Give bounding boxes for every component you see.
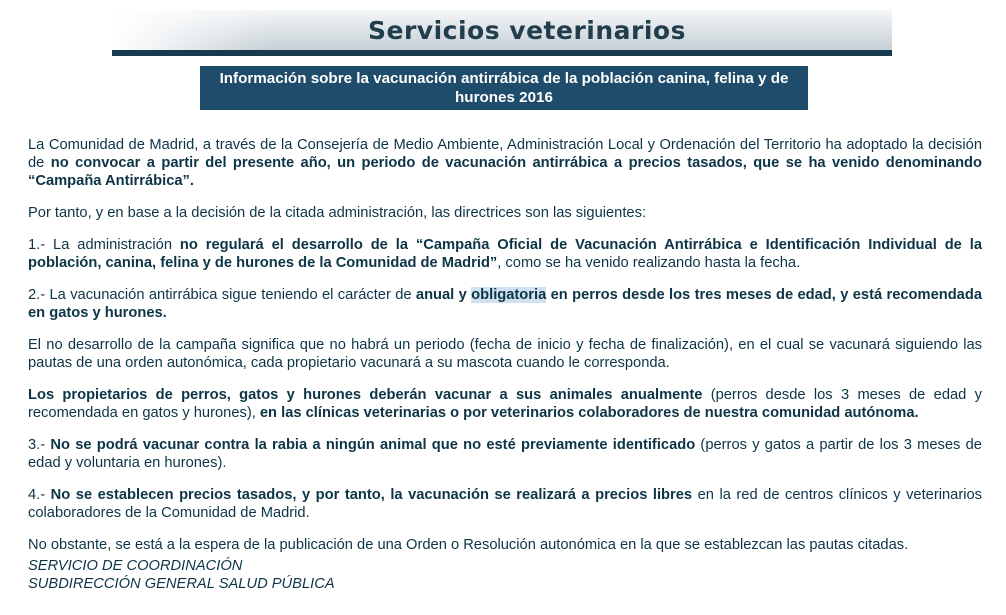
text-run: La Comunidad de Madrid, a través de la Consejería de Medio Ambiente, Administración Local y Ordenación del Territorio ha adoptado la decisión de bbox=[28, 137, 982, 171]
page-title: Información sobre la vacunación antirrábica de la población canina, felina y de hurones 2016 bbox=[200, 66, 808, 110]
paragraph-closing: No obstante, se está a la espera de la publicación de una Orden o Resolución autonómica en la que se establezcan las pautas citadas. bbox=[28, 537, 909, 553]
text-run: , como se ha venido realizando hasta la fecha. bbox=[497, 255, 801, 271]
banner-fade bbox=[112, 10, 272, 50]
bold-text: No se establecen precios tasados, y por tanto, la vacunación se realizará a precios libres bbox=[50, 487, 693, 503]
text-run: (perros y gatos a partir de los 3 meses de edad y voluntaria en hurones). bbox=[28, 437, 982, 471]
text-run: (perros desde los 3 meses de edad y recomendada en gatos y hurones), bbox=[28, 387, 982, 421]
bold-text: anual y bbox=[415, 287, 472, 303]
paragraph-owners bbox=[28, 386, 982, 422]
bold-text: Los propietarios de perros, gatos y hurones deberán vacunar a sus animales anualmente bbox=[28, 387, 703, 403]
text-run: en la red de centros clínicos y veterinarios colaboradores de la Comunidad de Madrid. bbox=[28, 487, 982, 521]
article-body bbox=[28, 136, 982, 568]
bold-text: no convocar a partir del presente año, un periodo de vacunación antirrábica a precios tasados, que se ha venido denominando “Campaña Antirrábica”. bbox=[28, 155, 983, 189]
highlighted-word: obligatoria bbox=[471, 287, 547, 303]
services-banner bbox=[112, 10, 892, 56]
text-run: 1.- La administración bbox=[28, 237, 180, 253]
paragraph-directives-intro: Por tanto, y en base a la decisión de la citada administración, las directrices son las siguientes: bbox=[28, 205, 647, 221]
text-run: 4.- bbox=[28, 487, 51, 503]
paragraph-directive-2 bbox=[28, 286, 982, 322]
bold-text: en las clínicas veterinarias o por veterinarios colaboradores de nuestra comunidad autónoma. bbox=[259, 405, 919, 421]
bold-text: no regulará el desarrollo de la “Campaña Oficial de Vacunación Antirrábica e Identificación Individual de la población, canina, felina y de hurones de la Comunidad de Madrid” bbox=[28, 237, 982, 271]
signature-line-2: SUBDIRECCIÓN GENERAL SALUD PÚBLICA bbox=[28, 576, 335, 592]
bold-text: No se podrá vacunar contra la rabia a ningún animal que no esté previamente identificado bbox=[50, 437, 696, 453]
paragraph-directive-3 bbox=[28, 436, 982, 472]
signature-block bbox=[28, 557, 335, 593]
paragraph-intro bbox=[28, 136, 982, 190]
paragraph-directive-1 bbox=[28, 236, 982, 272]
paragraph-campaign-explanation: El no desarrollo de la campaña significa que no habrá un periodo (fecha de inicio y fecha de finalización), en el cual se vacunará siguiendo las pautas de una orden autonómica, cada propietario vacunará a su mascota cuando le corresponda. bbox=[28, 337, 982, 371]
paragraph-directive-4 bbox=[28, 486, 982, 522]
banner-title: Servicios veterinarios bbox=[368, 16, 686, 45]
text-run: 2.- La vacunación antirrábica sigue teniendo el carácter de bbox=[28, 287, 416, 303]
signature-line-1: SERVICIO DE COORDINACIÓN bbox=[28, 558, 243, 574]
bold-text: en perros desde los tres meses de edad, y está recomendada en gatos y hurones. bbox=[28, 287, 982, 321]
text-run: 3.- bbox=[28, 437, 51, 453]
